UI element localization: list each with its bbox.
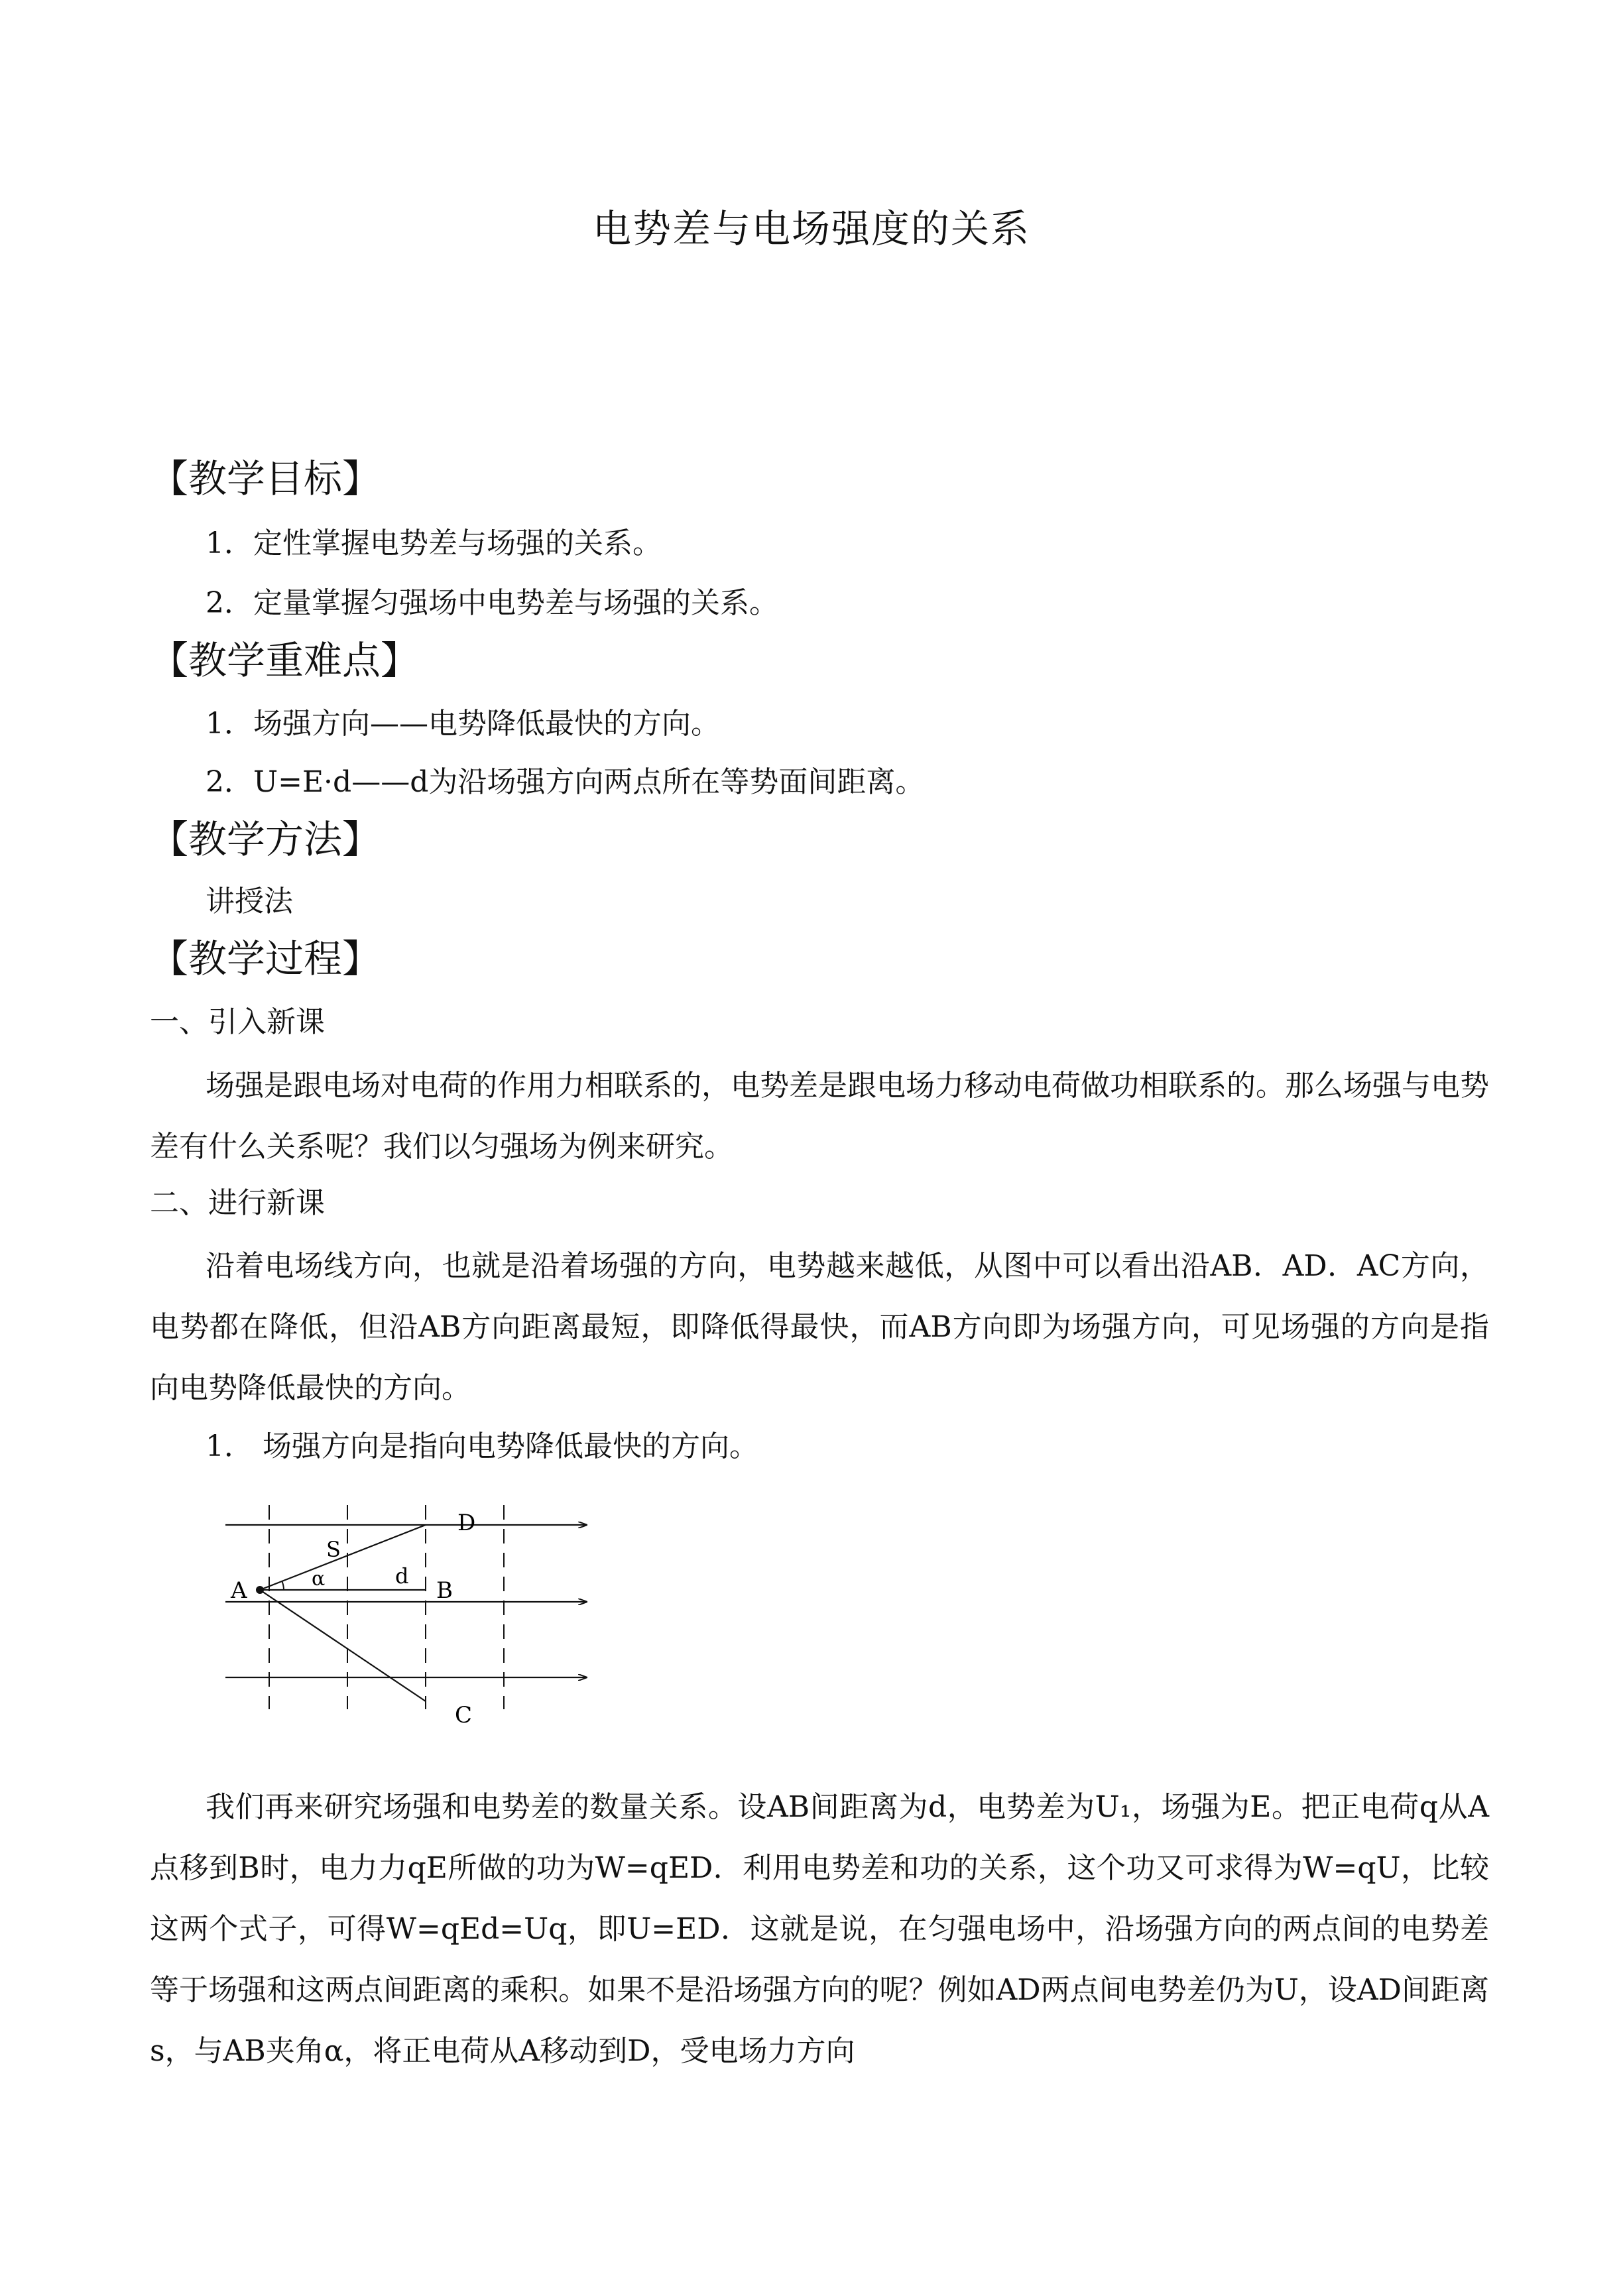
heading-method: 【教学方法】 — [150, 817, 381, 862]
label-d: D — [457, 1510, 476, 1536]
label-alpha: α — [312, 1567, 326, 1591]
angle-arc — [282, 1581, 284, 1590]
point-a — [256, 1586, 264, 1594]
objective-item-1: 1．定性掌握电势差与场强的关系。 — [206, 526, 662, 560]
label-b: B — [436, 1577, 453, 1604]
label-d-distance: d — [395, 1563, 409, 1589]
label-c: C — [455, 1702, 473, 1728]
field-diagram — [219, 1490, 603, 1729]
objective-item-2: 2．定量掌握匀强场中电势差与场强的关系。 — [206, 586, 778, 620]
process-part2-title: 二、进行新课 — [150, 1186, 325, 1220]
process-para3: 我们再来研究场强和电势差的数量关系。设AB间距离为d，电势差为U₁，场强为E。把正电荷q从A点移到B时，电力力qE所做的功为W=qED．利用电势差和功的关系，这个功又可求得为W=qU，比较这两个式子，可得W=qEd=Uq，即U=ED．这就是说，在匀强电场中，沿场强方向的两点间的电势差等于场强和这两点间距离的乘积。如果不是沿场强方向的呢？例如AD两点间电势差仍为U，设AD间距离s，与AB夹角α，将正电荷从A移动到D，受电场力方向 — [150, 1790, 1489, 2068]
process-part1-title: 一、引入新课 — [150, 1005, 325, 1039]
key-point-item-1: 1．场强方向——电势降低最快的方向。 — [206, 707, 720, 741]
label-s: S — [326, 1537, 341, 1562]
segment-ac — [260, 1590, 426, 1701]
heading-process: 【教学过程】 — [150, 936, 381, 981]
process-point1: 1． 场强方向是指向电势降低最快的方向。 — [206, 1429, 758, 1463]
heading-objectives: 【教学目标】 — [150, 456, 381, 501]
process-part2-text: 沿着电场线方向，也就是沿着场强的方向，电势越来越低，从图中可以看出沿AB．AD．AC方向，电势都在降低，但沿AB方向距离最短，即降低得最快，而AB方向即为场强方向，可见场强的方向是指向电势降低最快的方向。 — [150, 1249, 1489, 1405]
heading-key-points: 【教学重难点】 — [150, 638, 420, 683]
method-text: 讲授法 — [206, 884, 293, 918]
page-title: 电势差与电场强度的关系 — [592, 206, 1030, 251]
key-point-item-2: 2．U=E·d——d为沿场强方向两点所在等势面间距离。 — [206, 765, 925, 799]
label-a: A — [231, 1577, 247, 1604]
process-part1-text: 场强是跟电场对电荷的作用力相联系的，电势差是跟电场力移动电荷做功相联系的。那么场强与电势差有什么关系呢？我们以匀强场为例来研究。 — [150, 1069, 1489, 1164]
